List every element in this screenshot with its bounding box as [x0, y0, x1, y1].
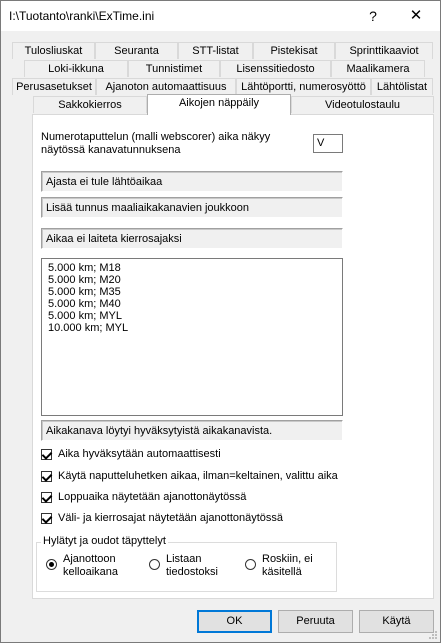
- list-item[interactable]: 5.000 km; M35: [48, 286, 121, 298]
- checkbox-final-time[interactable]: [41, 491, 246, 503]
- tab-tulosliuskat[interactable]: Tulosliuskat: [12, 42, 95, 59]
- numero-label-line1: Numerotaputtelun (malli webscorer) aika näkyy: [41, 131, 271, 143]
- radio-ajanottoon-label: Ajanottoon kelloaikana: [63, 553, 119, 578]
- status-aikakanava: Aikakanava löytyi hyväksytyistä aikakanavista.: [41, 420, 343, 441]
- list-item[interactable]: 5.000 km; MYL: [48, 310, 122, 322]
- tab-maalikamera[interactable]: Maalikamera: [331, 60, 425, 77]
- radio-listaan-label: Listaan tiedostoksi: [166, 553, 218, 578]
- resize-grip-icon[interactable]: [428, 630, 438, 640]
- ok-button[interactable]: OK: [197, 610, 272, 633]
- radio-roskiin-label: Roskiin, ei käsitellä: [262, 553, 313, 578]
- radio-listaan-dot[interactable]: [149, 559, 160, 570]
- close-button[interactable]: ✕: [409, 7, 423, 24]
- list-item[interactable]: 5.000 km; M40: [48, 298, 121, 310]
- checkbox-auto-accept-label: Aika hyväksytään automaattisesti: [58, 448, 221, 460]
- rejected-taps-group-title: Hylätyt ja oudot täpyttelyt: [43, 535, 166, 547]
- tab-pistekisat[interactable]: Pistekisat: [253, 42, 335, 59]
- tab-ajanoton-automaattisuus[interactable]: Ajanoton automaattisuus: [96, 78, 236, 95]
- tab-sprinttikaaviot[interactable]: Sprinttikaaviot: [335, 42, 433, 59]
- numero-label-line2: näytössä kanavatunnuksena: [41, 144, 181, 156]
- status-kierrosaika: Aikaa ei laiteta kierrosajaksi: [41, 228, 343, 249]
- list-item[interactable]: 10.000 km; MYL: [48, 322, 129, 334]
- tab-videotulostaulu[interactable]: Videotulostaulu: [291, 96, 434, 113]
- numero-channel-input[interactable]: V: [313, 134, 343, 153]
- checkbox-auto-accept-box[interactable]: [41, 449, 52, 460]
- radio-roskiin-dot[interactable]: [245, 559, 256, 570]
- radio-ajanottoon-dot[interactable]: [46, 559, 57, 570]
- tab-page-aikojen-nappaily: [32, 114, 434, 599]
- radio-listaan[interactable]: [149, 553, 218, 579]
- tab-seuranta[interactable]: Seuranta: [95, 42, 178, 59]
- checkbox-tap-time-label: Käytä naputteluhetken aikaa, ilman=keltainen, valittu aika: [58, 470, 338, 482]
- status-lahtoaika: Ajasta ei tule lähtöaikaa: [41, 171, 343, 192]
- checkbox-split-times-box[interactable]: [41, 513, 52, 524]
- tab-stt-listat[interactable]: STT-listat: [178, 42, 253, 59]
- radio-roskiin[interactable]: [245, 553, 313, 579]
- tab-lahtoportti[interactable]: Lähtöportti, numerosyöttö: [236, 78, 371, 95]
- tab-lahtolistat[interactable]: Lähtölistat: [371, 78, 433, 95]
- checkbox-split-times-label: Väli- ja kierrosajat näytetään ajanottonäytössä: [58, 512, 284, 524]
- tab-aikojen-nappaily[interactable]: Aikojen näppäily: [147, 94, 291, 115]
- tab-sakkokierros[interactable]: Sakkokierros: [33, 96, 147, 113]
- checkbox-final-time-box[interactable]: [41, 492, 52, 503]
- tab-lisenssitiedosto[interactable]: Lisenssitiedosto: [220, 60, 331, 77]
- checkbox-final-time-label: Loppuaika näytetään ajanottonäytössä: [58, 491, 247, 503]
- series-listbox[interactable]: [41, 258, 343, 416]
- list-item[interactable]: 5.000 km; M20: [48, 274, 121, 286]
- cancel-button[interactable]: Peruuta: [278, 610, 353, 633]
- list-item[interactable]: 5.000 km; M18: [48, 262, 121, 274]
- status-tunnus: Lisää tunnus maaliaikakanavien joukkoon: [41, 197, 343, 218]
- checkbox-split-times[interactable]: [41, 512, 283, 524]
- tab-loki-ikkuna[interactable]: Loki-ikkuna: [24, 60, 128, 77]
- help-button[interactable]: ?: [369, 8, 377, 24]
- rejected-taps-group: [36, 535, 337, 592]
- checkbox-tap-time-box[interactable]: [41, 471, 52, 482]
- tab-tunnistimet[interactable]: Tunnistimet: [128, 60, 220, 77]
- radio-ajanottoon[interactable]: [46, 553, 118, 579]
- checkbox-auto-accept[interactable]: [41, 448, 221, 460]
- apply-button[interactable]: Käytä: [359, 610, 434, 633]
- window-title: I:\Tuotanto\ranki\ExTime.ini: [9, 9, 155, 23]
- checkbox-tap-time[interactable]: [41, 470, 338, 482]
- tab-perusasetukset[interactable]: Perusasetukset: [12, 78, 96, 95]
- title-bar: [1, 1, 440, 31]
